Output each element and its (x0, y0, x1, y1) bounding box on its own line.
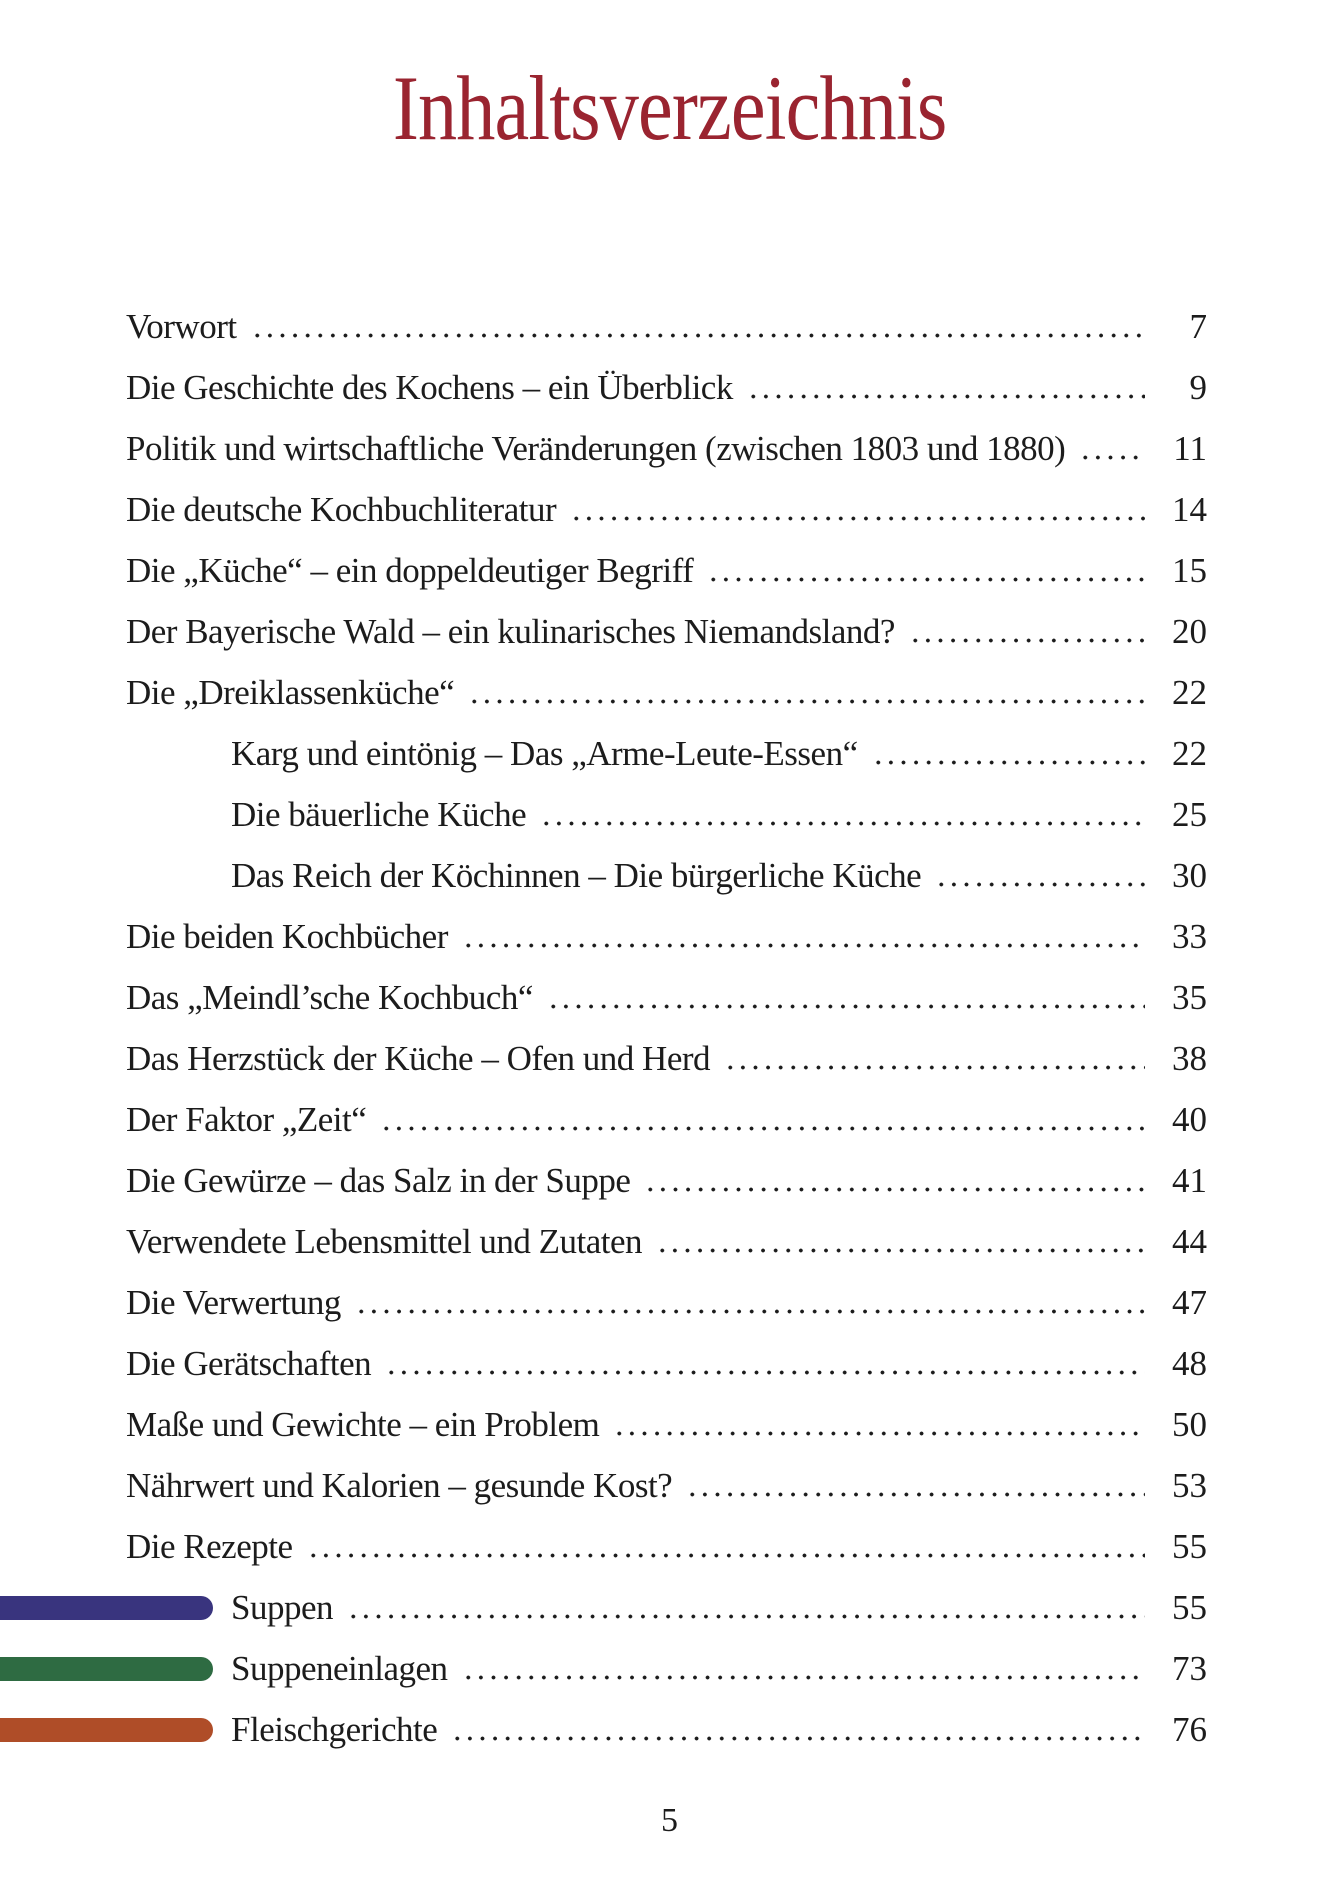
toc-entry-page-number: 44 (1172, 1222, 1207, 1261)
toc-entry-label: Die „Dreiklassenküche“ (126, 673, 455, 712)
toc-entry (126, 357, 1207, 418)
toc-entry-label: Das Herzstück der Küche – Ofen und Herd (126, 1039, 711, 1078)
dot-leader (613, 1431, 1145, 1436)
dot-leader (570, 516, 1145, 521)
toc-entry (126, 906, 1207, 967)
dot-leader (909, 638, 1145, 643)
dot-leader (462, 1675, 1145, 1680)
toc-entry-label: Die „Küche“ – ein doppeldeutiger Begriff (126, 551, 694, 590)
toc-entry-label: Die Rezepte (126, 1527, 293, 1566)
toc-entry (126, 1333, 1207, 1394)
toc-entry (126, 1638, 1207, 1699)
dot-leader (747, 394, 1145, 399)
toc-entry (126, 845, 1207, 906)
toc-entry-label: Der Bayerische Wald – ein kulinarisches Niemandsland? (126, 612, 895, 651)
toc-entry-label: Suppeneinlagen (231, 1649, 448, 1688)
toc-entry (126, 662, 1207, 723)
toc-entry-page-number: 47 (1172, 1283, 1207, 1322)
toc-entry-label: Nährwert und Kalorien – gesunde Kost? (126, 1466, 673, 1505)
toc-entry-page-number: 15 (1172, 551, 1207, 590)
page-title-wrap (0, 57, 1339, 159)
toc-entry (126, 1394, 1207, 1455)
page-title: Inhaltsverzeichnis (392, 57, 947, 159)
dot-leader (355, 1309, 1145, 1314)
toc-entry (126, 967, 1207, 1028)
toc-entry-page-number: 11 (1173, 429, 1207, 468)
toc-entry (126, 723, 1207, 784)
toc-entry-label: Verwendete Lebensmittel und Zutaten (126, 1222, 643, 1261)
folio-page-number: 5 (661, 1802, 678, 1839)
dot-leader (724, 1065, 1145, 1070)
toc-entry-label: Die bäuerliche Küche (231, 795, 527, 834)
toc-entry-label: Die Gewürze – das Salz in der Suppe (126, 1161, 631, 1200)
dot-leader (547, 1004, 1145, 1009)
dot-leader (307, 1553, 1146, 1558)
toc-entry (126, 1577, 1207, 1638)
toc-entry (126, 784, 1207, 845)
toc-entry (126, 296, 1207, 357)
toc-entry-label: Vorwort (126, 307, 237, 346)
dot-leader (385, 1370, 1145, 1375)
dot-leader (872, 760, 1145, 765)
toc-entry (126, 540, 1207, 601)
toc-entry-page-number: 7 (1189, 307, 1207, 346)
toc-entry (126, 1516, 1207, 1577)
toc-entry (126, 418, 1207, 479)
table-of-contents (0, 296, 1339, 1760)
toc-entry-page-number: 9 (1189, 368, 1207, 407)
toc-entry-label: Die Verwertung (126, 1283, 341, 1322)
toc-entry-page-number: 20 (1172, 612, 1207, 651)
toc-entry-label: Die Gerätschaften (126, 1344, 372, 1383)
section-color-bar (0, 1718, 213, 1742)
toc-entry-page-number: 33 (1172, 917, 1207, 956)
toc-entry-label: Fleischgerichte (231, 1710, 438, 1749)
toc-entry (126, 1028, 1207, 1089)
toc-entry-page-number: 30 (1172, 856, 1207, 895)
toc-entry-page-number: 40 (1172, 1100, 1207, 1139)
toc-entry-label: Die Geschichte des Kochens – ein Überblick (126, 368, 733, 407)
toc-entry-page-number: 53 (1172, 1466, 1207, 1505)
dot-leader (644, 1187, 1145, 1192)
toc-entry (126, 1455, 1207, 1516)
toc-entry (126, 479, 1207, 540)
toc-entry-page-number: 14 (1172, 490, 1207, 529)
dot-leader (686, 1492, 1145, 1497)
dot-leader (656, 1248, 1145, 1253)
toc-entry-label: Das „Meindl’sche Kochbuch“ (126, 978, 533, 1017)
toc-entry-page-number: 22 (1172, 734, 1207, 773)
dot-leader (347, 1614, 1145, 1619)
toc-entry-page-number: 25 (1172, 795, 1207, 834)
toc-entry (126, 1150, 1207, 1211)
toc-entry-page-number: 38 (1172, 1039, 1207, 1078)
toc-entry-page-number: 73 (1172, 1649, 1207, 1688)
toc-entry-page-number: 22 (1172, 673, 1207, 712)
toc-entry-label: Das Reich der Köchinnen – Die bürgerliche Küche (231, 856, 922, 895)
toc-entry-label: Der Faktor „Zeit“ (126, 1100, 367, 1139)
toc-entry-page-number: 41 (1172, 1161, 1207, 1200)
dot-leader (935, 882, 1145, 887)
dot-leader (251, 333, 1145, 338)
toc-entry (126, 1211, 1207, 1272)
toc-entry (126, 601, 1207, 662)
toc-entry (126, 1089, 1207, 1150)
toc-entry (126, 1699, 1207, 1760)
toc-entry-label: Die deutsche Kochbuchliteratur (126, 490, 557, 529)
toc-entry-page-number: 55 (1172, 1527, 1207, 1566)
toc-entry-page-number: 35 (1172, 978, 1207, 1017)
section-color-bar (0, 1596, 213, 1620)
dot-leader (468, 699, 1145, 704)
dot-leader (380, 1126, 1145, 1131)
toc-entry-label: Suppen (231, 1588, 333, 1627)
dot-leader (707, 577, 1145, 582)
section-color-bar (0, 1657, 213, 1681)
toc-entry-page-number: 55 (1172, 1588, 1207, 1627)
toc-entry-label: Politik und wirtschaftliche Veränderungen (zwischen 1803 und 1880) (126, 429, 1066, 468)
dot-leader (451, 1736, 1145, 1741)
dot-leader (540, 821, 1145, 826)
toc-entry-page-number: 76 (1172, 1710, 1207, 1749)
dot-leader (462, 943, 1145, 948)
dot-leader (1079, 455, 1145, 460)
toc-entry-label: Karg und eintönig – Das „Arme-Leute-Essen“ (231, 734, 858, 773)
toc-entry-label: Die beiden Kochbücher (126, 917, 448, 956)
toc-entry-page-number: 48 (1172, 1344, 1207, 1383)
toc-entry (126, 1272, 1207, 1333)
toc-entry-page-number: 50 (1172, 1405, 1207, 1444)
toc-entry-label: Maße und Gewichte – ein Problem (126, 1405, 600, 1444)
